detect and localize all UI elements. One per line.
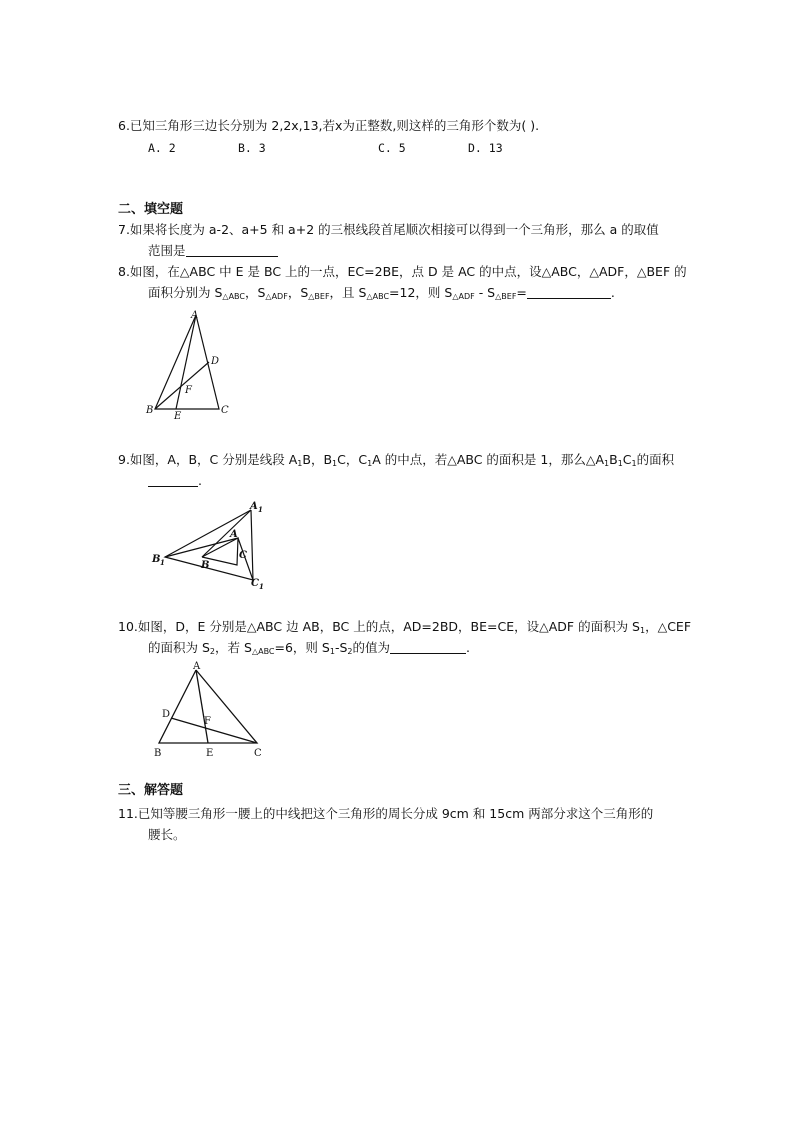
q7-line1: 7.如果将长度为 a-2、a+5 和 a+2 的三根线段首尾顺次相接可以得到一个三角形，那么 a 的取值: [118, 222, 659, 237]
q9-label-a1-sub: 1: [258, 505, 263, 514]
q8-line2: [148, 285, 615, 305]
q8-text: ，且 S: [329, 285, 367, 300]
q10-text: -S: [334, 640, 348, 655]
q9-label-c1: C: [251, 578, 259, 589]
q9-label-b: B: [201, 560, 210, 571]
q11-line2: 腰长。: [148, 827, 186, 842]
q10-answer-blank: [390, 641, 466, 654]
q11-line1: 11.已知等腰三角形一腰上的中线把这个三角形的周长分成 9cm 和 15cm 两部分求这个三角形的: [118, 806, 654, 821]
q8-label-a: A: [191, 310, 199, 321]
q9-label-b1-sub: 1: [160, 558, 165, 567]
q10-label-f: F: [204, 716, 211, 727]
q8-subscript: △ADF: [265, 292, 288, 301]
q8-answer-blank: [527, 286, 611, 299]
q10-subscript: 1: [640, 626, 646, 635]
q9-text: C: [622, 452, 632, 467]
q9-figure: [145, 495, 275, 595]
q8-text: ，S: [287, 285, 309, 300]
q9-text: A 的中点，若△ABC 的面积是 1，那么△A: [372, 452, 605, 467]
q9-subscript: 1: [297, 459, 303, 468]
q7-line2: [148, 243, 278, 259]
q8-text: =: [516, 285, 527, 300]
q9-text: C，C: [337, 452, 368, 467]
q9-subscript: 1: [332, 459, 338, 468]
q10-text: ，若 S: [215, 640, 252, 655]
section2-title: 二、填空题: [118, 202, 184, 217]
q10-text: =6，则 S: [274, 640, 330, 655]
q8-text: 面积分别为 S: [148, 285, 223, 300]
q10-triangle-abc: [159, 670, 257, 743]
q8-line1: 8.如图，在△ABC 中 E 是 BC 上的一点，EC=2BE，点 D 是 AC 的中点，设△ABC，△ADF，△BEF 的: [118, 264, 687, 279]
q9-segment-b1a: [165, 538, 238, 557]
q10-subscript: 2: [209, 647, 216, 656]
q10-label-b: B: [154, 748, 162, 759]
q7-answer-blank: [186, 244, 278, 257]
q10-segment-ae: [196, 670, 208, 743]
q10-label-d: D: [162, 709, 171, 720]
q9-text: B: [609, 452, 618, 467]
q10-segment-dc: [171, 718, 257, 743]
q8-text: - S: [474, 285, 496, 300]
q8-text: =12，则 S: [389, 285, 453, 300]
q8-subscript: △BEF: [308, 292, 330, 301]
q9-line2: [148, 473, 202, 489]
q9-answer-blank: [148, 474, 198, 487]
q8-subscript: △ABC: [222, 292, 245, 301]
q9-text: 9.如图，A，B，C 分别是线段 A: [118, 452, 298, 467]
q10-subscript: 2: [347, 647, 353, 656]
section3-title: 三、解答题: [118, 783, 184, 798]
q10-label-c: C: [254, 748, 262, 759]
q6-option-d: D. 13: [468, 141, 503, 155]
q7-line2-text: 范围是: [148, 243, 186, 258]
q10-label-a: A: [193, 661, 201, 672]
q9-subscript: 1: [367, 459, 373, 468]
q10-text: 的面积为 S: [148, 640, 210, 655]
q9-label-a: A: [230, 529, 238, 540]
q9-line1: [118, 452, 674, 472]
q8-subscript: △ABC: [366, 292, 390, 301]
q8-text: ，S: [244, 285, 266, 300]
q10-text: 的值为: [352, 640, 390, 655]
q10-subscript: 1: [329, 647, 335, 656]
q8-text: .: [610, 285, 615, 300]
q8-segment-bd: [155, 362, 209, 409]
q9-subscript: 1: [604, 459, 610, 468]
q8-label-d: D: [211, 356, 220, 367]
q10-figure: [145, 658, 270, 762]
q8-label-f: F: [185, 385, 192, 396]
q9-text: .: [198, 473, 202, 488]
q8-subscript: △ADF: [452, 292, 475, 301]
q8-label-e: E: [174, 411, 182, 422]
q9-label-c: C: [239, 550, 247, 561]
q10-line2: [148, 640, 470, 660]
q6-option-a: A. 2: [148, 141, 176, 155]
q10-text: .: [466, 640, 470, 655]
q9-text: 的面积: [636, 452, 675, 467]
q8-label-c: C: [221, 405, 229, 416]
q9-text: B，B: [302, 452, 333, 467]
q10-text: 10.如图，D，E 分别是△ABC 边 AB，BC 上的点，AD=2BD，BE=CE，设△ADF 的面积为 S: [118, 619, 640, 634]
q9-label-a1: A: [250, 501, 258, 512]
q6-option-c: C. 5: [378, 141, 406, 155]
q8-figure: [140, 305, 240, 423]
q10-line1: [118, 619, 691, 639]
q9-label-c1-sub: 1: [259, 582, 264, 591]
q9-label-b1: B: [152, 554, 161, 565]
q6-option-b: B. 3: [238, 141, 266, 155]
q8-subscript: △BEF: [495, 292, 517, 301]
q9-subscript: 1: [617, 459, 623, 468]
q10-text: ，△CEF: [645, 619, 692, 634]
q10-label-e: E: [206, 748, 214, 759]
q10-subscript: △ABC: [251, 647, 275, 656]
q9-subscript: 1: [631, 459, 637, 468]
q6-text: 6.已知三角形三边长分别为 2,2x,13,若x为正整数,则这样的三角形个数为( ).: [118, 118, 540, 133]
q8-label-b: B: [146, 405, 154, 416]
